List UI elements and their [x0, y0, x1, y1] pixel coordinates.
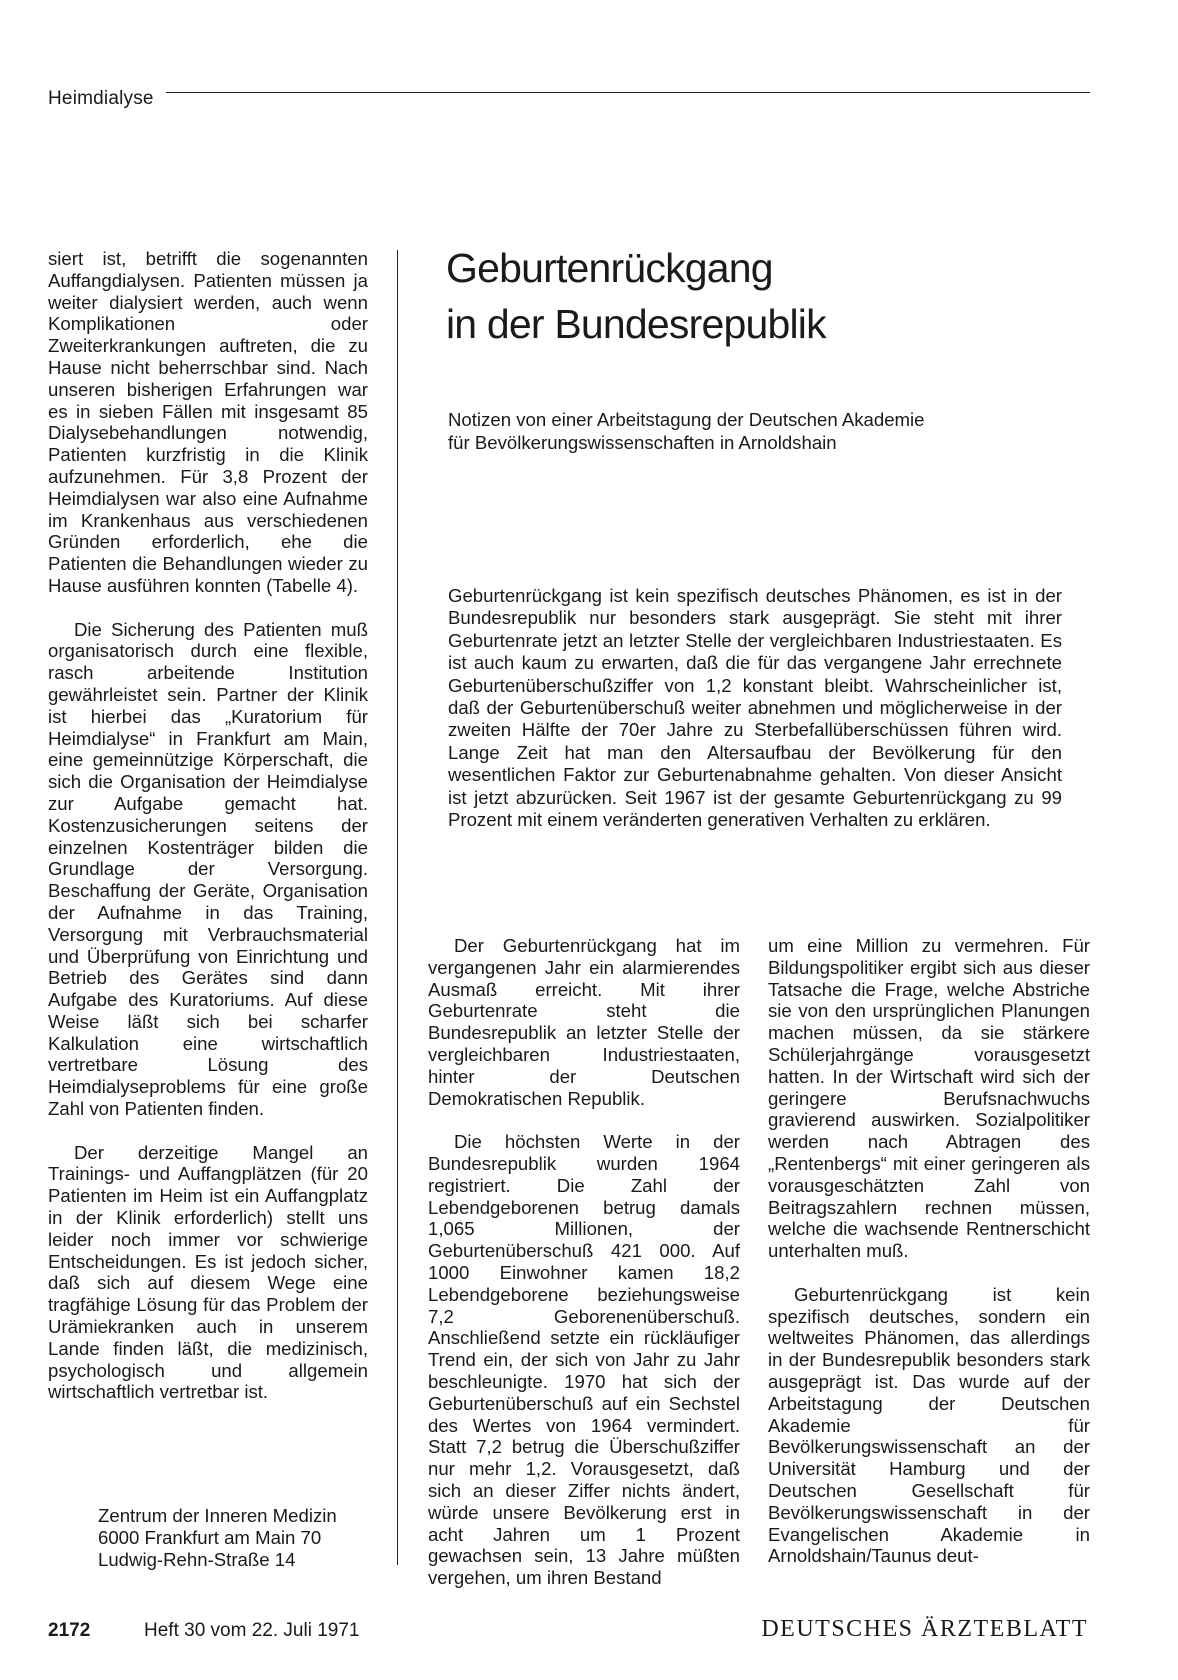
author-address — [98, 1505, 337, 1571]
article-column-2 — [428, 935, 740, 1611]
article-headline — [446, 240, 826, 352]
subhead-line-2: für Bevölkerungswissenschaften in Arnoldshain — [448, 432, 837, 453]
header-rule — [166, 92, 1090, 93]
article-paragraph-3: um eine Million zu vermehren. Für Bildungspolitiker ergibt sich aus dieser Tatsache die Frage, welche Abstriche sie von den ursprünglichen Planungen machen müssen, da sie stärkere Schülerjahrgänge vorausgesetzt hatten. In der Wirtschaft wird sich der geringere Berufsnachwuchs gravierend auswirken. Sozialpolitiker werden nach Abtragen des „Rentenbergs“ mit einer geringeren als vorausgeschätzten Zahl von Beitragszahlern rechnen müssen, welche die wachsende Rentnerschicht unterhalten muß. — [768, 935, 1090, 1262]
column-divider — [397, 250, 398, 1565]
article-subhead — [448, 408, 1008, 454]
article-column-3 — [768, 935, 1090, 1589]
left-paragraph-1: siert ist, betrifft die sogenannten Auffangdialysen. Patienten müssen ja weiter dialysiert werden, auch wenn Komplikationen oder Zweiterkrankungen auftreten, die zu Hause nicht beherrschbar sind. Nach unseren bisherigen Erfahrungen war es in sieben Fällen mit insgesamt 85 Dialysebehandlungen notwendig, Patienten kurzfristig in die Klinik aufzunehmen. Für 3,8 Prozent der Heimdialysen war also eine Aufnahme im Krankenhaus aus verschiedenen Gründen erforderlich, ehe die Patienten die Behandlungen wieder zu Hause ausführen konnten (Tabelle 4). — [48, 248, 368, 596]
headline-line-1: Geburtenrückgang — [446, 245, 773, 291]
subhead-line-1: Notizen von einer Arbeitstagung der Deutschen Akademie — [448, 409, 925, 430]
issue-date: Heft 30 vom 22. Juli 1971 — [144, 1620, 360, 1641]
article-paragraph-4: Geburtenrückgang ist kein spezifisch deutsches, sondern ein weltweites Phänomen, das allerdings in der Bundesrepublik besonders stark ausgeprägt ist. Das wurde auf der Arbeitstagung der Deutschen Akademie für Bevölkerungswissenschaft an der Universität Hamburg und der Deutschen Gesellschaft für Bevölkerungswissenschaft in der Evangelischen Akademie in Arnoldshain/Taunus deut- — [768, 1283, 1090, 1567]
address-line-2: 6000 Frankfurt am Main 70 — [98, 1527, 322, 1548]
article-lead: Geburtenrückgang ist kein spezifisch deutsches Phänomen, es ist in der Bundesrepublik nur besonders stark ausgeprägt. Sie steht mit ihrer Geburtenrate jetzt an letzter Stelle der vergleichbaren Industriestaaten. Es ist auch kaum zu erwarten, daß die für das vergangene Jahr errechnete Geburtenüberschußziffer von 1,2 konstant bleibt. Wahrscheinlicher ist, daß der Geburtenüberschuß weiter abnehmen und möglicherweise in der zweiten Hälfte der 70er Jahre zu Sterbefallüberschüssen führen wird. Lange Zeit hat man den Altersaufbau der Bevölkerung für den wesentlichen Faktor zur Geburtenabnahme gehalten. Von dieser Ansicht ist jetzt abzurücken. Seit 1967 ist der gesamte Geburtenrückgang zu 99 Prozent mit einem veränderten generativen Verhalten zu erklären. — [448, 585, 1062, 831]
left-column — [48, 248, 368, 1425]
address-line-3: Ludwig-Rehn-Straße 14 — [98, 1549, 296, 1570]
page-number: 2172 — [48, 1620, 91, 1641]
running-head-section: Heimdialyse — [48, 88, 154, 109]
article-paragraph-2: Die höchsten Werte in der Bundesrepublik wurden 1964 registriert. Die Zahl der Lebendgeborenen betrug damals 1,065 Millionen, der Geburtenüberschuß 421 000. Auf 1000 Einwohner kamen 18,2 Lebendgeborene beziehungsweise 7,2 Geborenenüberschuß. Anschließend setzte ein rückläufiger Trend ein, der sich von Jahr zu Jahr beschleunigte. 1970 hat sich der Geburtenüberschuß auf ein Sechstel des Wertes von 1964 vermindert. Statt 7,2 betrug die Überschußziffer nur mehr 1,2. Vorausgesetzt, daß sich an dieser Ziffer nichts ändert, würde unsere Bevölkerung erst in acht Jahren um 1 Prozent gewachsen sein, 13 Jahre müßten vergehen, um ihren Bestand — [428, 1131, 740, 1589]
left-paragraph-2: Die Sicherung des Patienten muß organisatorisch durch eine flexible, rasch arbeitende Institution gewährleistet sein. Partner der Klinik ist hierbei das „Kuratorium für Heimdialyse“ in Frankfurt am Main, eine gemeinnützige Körperschaft, die sich die Organisation der Heimdialyse zur Aufgabe gemacht hat. Kostenzusicherungen seitens der einzelnen Kostenträger bilden die Grundlage der Versorgung. Beschaffung der Geräte, Organisation der Aufnahme in das Training, Versorgung mit Verbrauchsmaterial und Überprüfung von Einrichtung und Betrieb des Gerätes sind dann Aufgabe des Kuratoriums. Auf diese Weise läßt sich bei scharfer Kalkulation eine wirtschaftlich vertretbare Lösung des Heimdialyseproblems für eine große Zahl von Patienten finden. — [48, 618, 368, 1120]
left-paragraph-3: Der derzeitige Mangel an Trainings- und Auffangplätzen (für 20 Patienten im Heim ist ein Auffangplatz in der Klinik erforderlich) stellt uns leider noch immer vor schwierige Entscheidungen. Es ist jedoch sicher, daß sich auf diesem Wege eine tragfähige Lösung für das Problem der Urämiekranken auch in unserem Lande finden läßt, die medizinisch, psychologisch und allgemein wirtschaftlich vertretbar ist. — [48, 1141, 368, 1403]
headline-line-2: in der Bundesrepublik — [446, 301, 826, 347]
journal-name: DEUTSCHES ÄRZTEBLATT — [761, 1616, 1088, 1642]
article-paragraph-1: Der Geburtenrückgang hat im vergangenen Jahr ein alarmierendes Ausmaß erreicht. Mit ihrer Geburtenrate steht die Bundesrepublik an letzter Stelle der vergleichbaren Industriestaaten, hinter der Deutschen Demokratischen Republik. — [428, 935, 740, 1109]
address-line-1: Zentrum der Inneren Medizin — [98, 1505, 337, 1526]
